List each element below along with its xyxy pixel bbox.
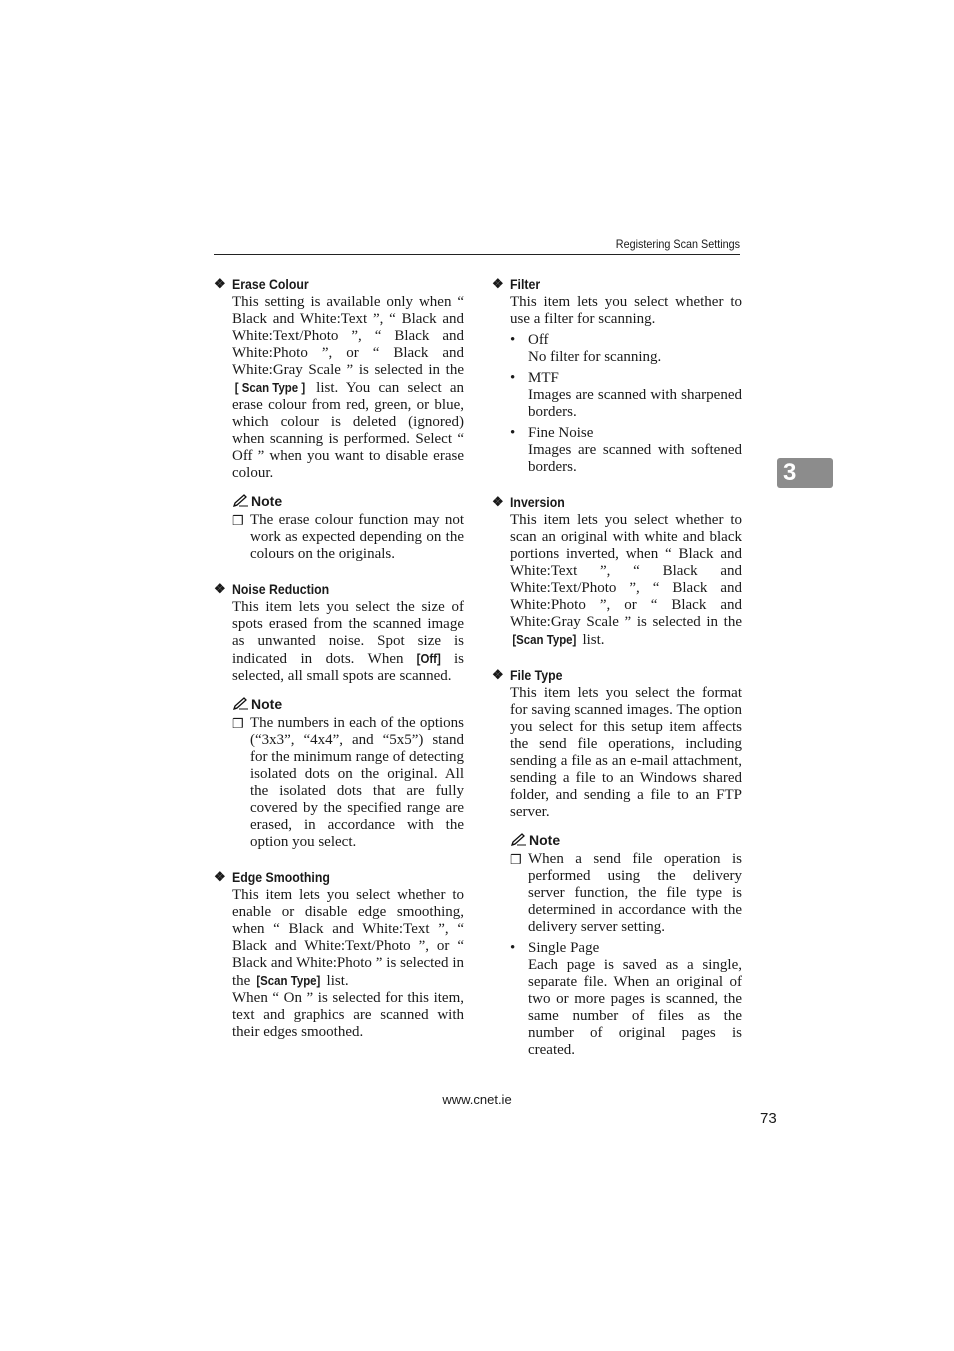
chapter-number: 3 [783,459,797,486]
pencil-icon [232,697,250,711]
checkbox-square-icon: ❒ [232,716,244,731]
body-text: When “ On ” is selected for this item, text and graphics are scanned with their edges smoothed. [232,990,464,1040]
section-title: Filter [510,276,541,292]
option-item [510,940,742,1059]
section-body [232,887,464,1041]
note-label: Note [529,832,561,848]
section-body [510,685,742,821]
section-noise-reduction [214,579,464,851]
body-text: This item lets you select whether to scan an original with white and black portions inverted, when “ Black and White:Text ”, “ Black and White:Text/Photo ”, “ Black and White:Photo ”, or “ Black and White:Gray Scale ” is selected in the [510,512,742,630]
option-label: Fine Noise [528,425,594,441]
section-file-type [492,665,742,1059]
right-column [492,274,742,1075]
section-body [232,294,464,482]
diamond-bullet-icon: ❖ [492,494,504,509]
pencil-icon [510,833,528,847]
note-label: Note [251,493,283,509]
option-desc: Images are scanned with softened borders. [528,442,742,475]
note-text: The numbers in each of the options (“3x3”, “4x4”, and “5x5”) stand for the minimum range of detecting isolated dots on the original. All the isolated dots that are fully covered by the specified range are erased, in accordance with the option you select. [250,715,464,850]
bullet-dot-icon: • [510,332,516,348]
section-body [232,599,464,685]
note-item [510,851,742,936]
note-block [232,492,464,563]
left-column [214,274,464,1057]
checkbox-square-icon: ❒ [510,852,522,867]
body-text: list. You can select an erase colour from red, green, or blue, which colour is deleted (ignored) when scanning is performed. Select “ Off ” when you want to disable erase colour. [232,380,465,481]
option-label: Off [528,332,549,348]
body-text: This item lets you select the size of spots erased from the scanned image as unwanted noise. Spot size is indicated in dots. When [232,599,464,667]
off-keyword: [Off] [416,651,441,666]
running-header [214,236,740,255]
bullet-dot-icon: • [510,940,516,956]
bullet-dot-icon: • [510,425,516,441]
scan-type-keyword: [ Scan Type ] [234,380,306,395]
diamond-bullet-icon: ❖ [214,869,226,884]
note-block [510,831,742,936]
section-filter [492,274,742,476]
option-desc: Each page is saved as a single, separate file. When an original of two or more pages is scanned, the same number of files as the number of original pages is created. [528,957,742,1058]
scan-type-keyword: [Scan Type] [256,973,321,988]
page-number: 73 [760,1110,777,1127]
section-title: File Type [510,667,563,683]
note-text: The erase colour function may not work as expected depending on the colours on the originals. [250,512,464,562]
note-block [232,695,464,851]
section-body [510,512,742,649]
note-text: When a send file operation is performed using the delivery server function, the file type is determined in accordance with the delivery server setting. [528,851,742,935]
body-text: This setting is available only when “ Black and White:Text ”, “ Black and White:Text/Photo ”, “ Black and White:Photo ”, or “ Black and White:Gray Scale ” is selected in the [232,294,464,378]
note-item [232,512,464,563]
body-text: This item lets you select the format for saving scanned images. The option you select for this setup item affects the send file operations, including sending a file as an e-mail attachment, sending a file to an Windows shared folder, and sending a file to an FTP server. [510,685,742,820]
scan-type-keyword: [Scan Type] [512,632,577,647]
option-label: Single Page [528,940,600,956]
bullet-dot-icon: • [510,370,516,386]
option-item [510,332,742,366]
section-title: Erase Colour [232,276,309,292]
diamond-bullet-icon: ❖ [214,581,226,596]
running-title: Registering Scan Settings [615,237,740,251]
diamond-bullet-icon: ❖ [492,276,504,291]
body-text: This item lets you select whether to enable or disable edge smoothing, when “ Black and White:Text ”, “ Black and White:Text/Photo ”, or “ Black and White:Photo ” is selected in the [232,887,464,989]
section-body [510,294,742,328]
section-edge-smoothing [214,867,464,1041]
body-text: This item lets you select whether to use a filter for scanning. [510,294,742,327]
diamond-bullet-icon: ❖ [214,276,226,291]
section-inversion [492,492,742,649]
option-desc: Images are scanned with sharpened borders. [528,387,742,420]
section-erase-colour [214,274,464,563]
section-title: Noise Reduction [232,581,330,597]
option-desc: No filter for scanning. [528,349,662,365]
body-text: list. [582,632,605,648]
note-label: Note [251,696,283,712]
checkbox-square-icon: ❒ [232,513,244,528]
pencil-icon [232,494,250,508]
section-title: Inversion [510,494,565,510]
body-text: is selected, all small spots are scanned. [232,651,465,684]
note-item [232,715,464,851]
option-label: MTF [528,370,559,386]
diamond-bullet-icon: ❖ [492,667,504,682]
section-title: Edge Smoothing [232,869,330,885]
option-item [510,425,742,476]
chapter-tab [777,458,833,488]
footer-url: www.cnet.ie [442,1092,512,1107]
body-text: list. [326,973,349,989]
option-item [510,370,742,421]
